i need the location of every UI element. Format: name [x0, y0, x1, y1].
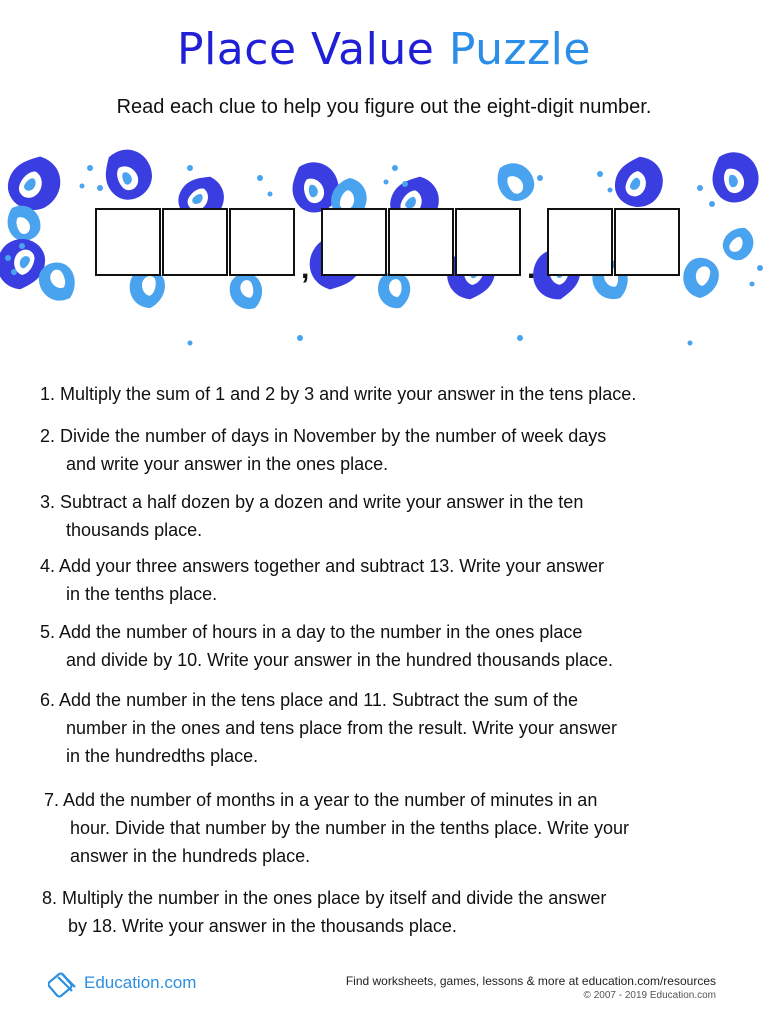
clue-line: in the tenths place. [66, 584, 218, 604]
clue-line: 5. Add the number of hours in a day to the number in the ones place [40, 622, 583, 642]
digit-box-tens[interactable] [388, 208, 454, 276]
digit-box-hundred-thousands[interactable] [95, 208, 161, 276]
clue-line: 4. Add your three answers together and subtract 13. Write your answer [40, 556, 604, 576]
clue-line: in the hundredths place. [66, 746, 259, 766]
clue-line: number in the ones and tens place from the result. Write your answer [66, 718, 617, 738]
clue-line: 2. Divide the number of days in November by the number of week days [40, 426, 607, 446]
digit-box-hundreds[interactable] [321, 208, 387, 276]
page-title [0, 24, 768, 75]
clue-8 [42, 884, 606, 940]
education-logo[interactable] [48, 968, 196, 998]
clue-line: by 18. Write your answer in the thousands place. [68, 916, 457, 936]
clue-3 [40, 488, 583, 544]
clue-line: answer in the hundreds place. [70, 846, 311, 866]
clue-5 [40, 618, 613, 674]
comma-separator: , [301, 252, 310, 285]
clue-line: 1. Multiply the sum of 1 and 2 by 3 and write your answer in the tens place. [40, 384, 637, 404]
digit-box-thousands[interactable] [229, 208, 295, 276]
title-place-value: Place Value [177, 24, 435, 75]
clue-line: 7. Add the number of months in a year to the number of minutes in an [44, 790, 598, 810]
clue-line: hour. Divide that number by the number in the tenths place. Write your [70, 818, 629, 838]
copyright: © 2007 - 2019 Education.com [583, 990, 716, 1001]
digit-box-tenths[interactable] [547, 208, 613, 276]
footer-info [346, 974, 716, 1001]
digit-box-hundredths[interactable] [614, 208, 680, 276]
education-logo-icon [48, 968, 78, 998]
logo-text: Education.com [84, 973, 197, 992]
clue-6 [40, 686, 617, 770]
clue-line: thousands place. [66, 520, 203, 540]
decimal-point: . [527, 252, 536, 285]
title-puzzle: Puzzle [448, 24, 591, 75]
clue-line: and write your answer in the ones place. [66, 454, 389, 474]
footer-tagline[interactable]: Find worksheets, games, lessons & more at education.com/resources [345, 974, 716, 988]
clue-line: 8. Multiply the number in the ones place by itself and divide the answer [42, 888, 607, 908]
clue-4 [40, 552, 604, 608]
instructions: Read each clue to help you figure out the eight-digit number. [116, 96, 652, 118]
clue-line: and divide by 10. Write your answer in the hundred thousands place. [66, 650, 614, 670]
clue-line: 6. Add the number in the tens place and 11. Subtract the sum of the [40, 690, 579, 710]
clue-line: 3. Subtract a half dozen by a dozen and write your answer in the ten [40, 492, 584, 512]
clue-1 [40, 380, 636, 408]
digit-box-ten-thousands[interactable] [162, 208, 228, 276]
clue-7 [44, 786, 629, 870]
digit-box-ones[interactable] [455, 208, 521, 276]
clue-2 [40, 422, 606, 478]
